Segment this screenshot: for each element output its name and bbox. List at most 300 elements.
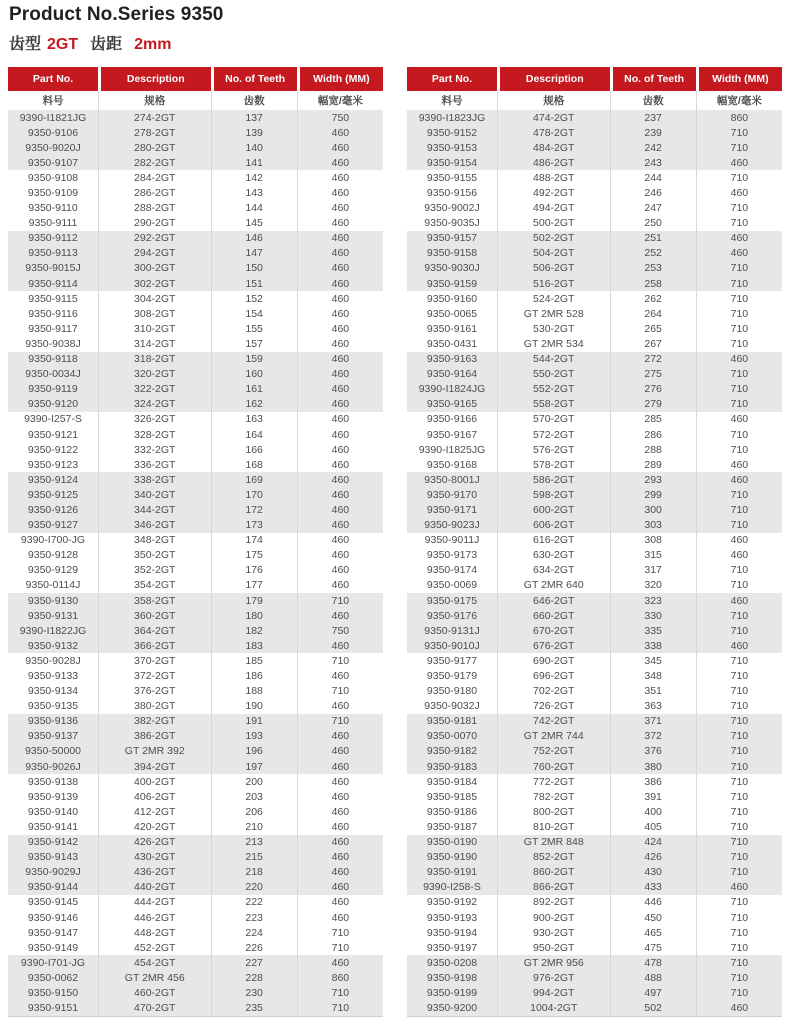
table-row [8, 623, 383, 638]
teeth-count-cell: 267 [610, 336, 696, 351]
part-no-cell: 9390-I1824JG [407, 382, 497, 397]
description-cell: 338-2GT [98, 472, 211, 487]
description-cell: 274-2GT [98, 110, 211, 125]
table-row [8, 955, 383, 970]
description-cell: 336-2GT [98, 457, 211, 472]
description-cell: 852-2GT [497, 850, 610, 865]
width-cell: 460 [297, 321, 383, 336]
description-cell: 772-2GT [497, 774, 610, 789]
table-row [8, 668, 383, 683]
width-cell: 460 [297, 744, 383, 759]
part-no-cell: 9350-9187 [426, 820, 478, 833]
teeth-count-cell: 162 [211, 397, 297, 412]
description-cell: GT 2MR 392 [98, 744, 211, 759]
part-no-cell: 9390-I1823JG [407, 110, 497, 125]
teeth-count-cell: 488 [610, 970, 696, 985]
teeth-count-cell: 475 [610, 940, 696, 955]
width-cell: 710 [696, 502, 782, 517]
description-cell: 372-2GT [98, 668, 211, 683]
width-cell: 710 [696, 487, 782, 502]
teeth-count-cell: 223 [211, 910, 297, 925]
description-cell: 360-2GT [98, 608, 211, 623]
description-cell: 478-2GT [497, 125, 610, 140]
width-cell: 710 [696, 336, 782, 351]
description-cell: 552-2GT [497, 382, 610, 397]
table-row [407, 533, 782, 548]
table-row [407, 336, 782, 351]
part-no-cell: 9350-9130 [8, 593, 98, 608]
width-cell: 710 [696, 367, 782, 382]
width-cell: 460 [297, 850, 383, 865]
width-cell: 460 [297, 835, 383, 850]
description-cell: 292-2GT [98, 231, 211, 246]
table-row [407, 216, 782, 231]
column-subheader-part-no: 料号 [407, 91, 497, 110]
width-cell: 750 [297, 110, 383, 125]
part-no-cell: 9350-9192 [426, 896, 478, 909]
part-no-cell: 9350-9136 [8, 714, 98, 729]
teeth-count-cell: 303 [610, 518, 696, 533]
table-row [407, 367, 782, 382]
part-no-cell: 9350-9173 [426, 549, 478, 562]
part-no-cell: 9350-9131J [407, 623, 497, 638]
teeth-count-cell: 450 [610, 910, 696, 925]
table-row [8, 789, 383, 804]
part-no-cell: 9350-9175 [407, 593, 497, 608]
description-cell: 950-2GT [497, 940, 610, 955]
teeth-count-cell: 142 [211, 170, 297, 185]
width-cell: 460 [297, 397, 383, 412]
table-row [8, 502, 383, 517]
teeth-count-cell: 250 [610, 216, 696, 231]
table-row [407, 819, 782, 834]
width-cell: 710 [297, 1001, 383, 1017]
width-cell: 460 [297, 427, 383, 442]
table-row [407, 321, 782, 336]
table-row [8, 774, 383, 789]
table-row [8, 155, 383, 170]
description-cell: 530-2GT [497, 321, 610, 336]
teeth-count-cell: 252 [610, 246, 696, 261]
description-cell: 524-2GT [497, 291, 610, 306]
part-no-cell: 9350-9198 [407, 970, 497, 985]
width-cell: 460 [297, 125, 383, 140]
teeth-count-cell: 405 [610, 819, 696, 834]
teeth-count-cell: 177 [211, 578, 297, 593]
width-cell: 460 [297, 729, 383, 744]
description-cell: GT 2MR 456 [98, 970, 211, 985]
teeth-count-cell: 150 [211, 261, 297, 276]
table-row [8, 321, 383, 336]
table-row [407, 412, 782, 427]
width-cell: 710 [297, 593, 383, 608]
description-cell: 752-2GT [497, 744, 610, 759]
parts-table-left-wrap [8, 67, 383, 1017]
teeth-count-cell: 176 [211, 563, 297, 578]
width-cell: 460 [297, 578, 383, 593]
part-no-cell: 9350-9179 [426, 670, 478, 683]
teeth-count-cell: 190 [211, 699, 297, 714]
part-no-cell: 9350-9026J [8, 759, 98, 774]
table-row [8, 336, 383, 351]
table-row [8, 261, 383, 276]
width-cell: 460 [297, 412, 383, 427]
table-row [8, 910, 383, 925]
description-cell: 310-2GT [98, 321, 211, 336]
part-no-cell: 9350-9114 [8, 276, 98, 291]
teeth-count-cell: 242 [610, 140, 696, 155]
table-row [8, 880, 383, 895]
table-row [8, 865, 383, 880]
description-cell: 358-2GT [98, 593, 211, 608]
teeth-count-cell: 179 [211, 593, 297, 608]
description-cell: 598-2GT [497, 487, 610, 502]
width-cell: 710 [696, 699, 782, 714]
description-cell: GT 2MR 534 [497, 336, 610, 351]
part-no-cell: 9350-9158 [407, 246, 497, 261]
teeth-count-cell: 163 [211, 412, 297, 427]
table-row [407, 125, 782, 140]
width-cell: 710 [696, 789, 782, 804]
part-no-cell: 9350-50000 [8, 744, 98, 759]
part-no-cell: 9350-0114J [25, 579, 81, 592]
width-cell: 710 [696, 865, 782, 880]
part-no-cell: 9350-9128 [27, 549, 79, 562]
table-row [8, 276, 383, 291]
part-no-cell: 9390-I1825JG [418, 443, 486, 456]
part-no-cell: 9390-I257-S [24, 413, 82, 426]
description-cell: 436-2GT [98, 865, 211, 880]
width-cell: 460 [696, 185, 782, 200]
table-row [407, 940, 782, 955]
description-cell: 576-2GT [497, 442, 610, 457]
part-no-cell: 9350-9194 [426, 926, 478, 939]
table-row [407, 729, 782, 744]
teeth-count-cell: 151 [211, 276, 297, 291]
part-no-cell: 9350-9166 [426, 413, 478, 426]
description-cell: 670-2GT [497, 623, 610, 638]
column-header-part-no: Part No. [407, 67, 497, 91]
width-cell: 710 [696, 125, 782, 140]
table-row [8, 850, 383, 865]
teeth-count-cell: 253 [610, 261, 696, 276]
teeth-count-cell: 210 [211, 819, 297, 834]
width-cell: 710 [297, 714, 383, 729]
table-row [407, 276, 782, 291]
width-cell: 710 [696, 774, 782, 789]
teeth-count-cell: 175 [211, 548, 297, 563]
part-no-cell: 9390-I1822JG [8, 623, 98, 638]
part-no-cell: 9350-9020J [8, 140, 98, 155]
header-row-cn [407, 91, 782, 110]
teeth-count-cell: 139 [211, 125, 297, 140]
teeth-count-cell: 228 [211, 970, 297, 985]
teeth-count-cell: 293 [610, 472, 696, 487]
width-cell: 460 [297, 563, 383, 578]
part-no-cell: 9350-9108 [27, 171, 79, 184]
part-no-cell: 9350-9123 [27, 458, 79, 471]
width-cell: 460 [297, 638, 383, 653]
part-no-cell: 9350-9133 [27, 670, 79, 683]
table-row [8, 699, 383, 714]
table-row [407, 638, 782, 653]
description-cell: 484-2GT [497, 140, 610, 155]
header-row-en [8, 67, 383, 91]
table-row [407, 895, 782, 910]
table-row [407, 291, 782, 306]
table-row [8, 472, 383, 487]
table-row [407, 955, 782, 970]
width-cell: 710 [297, 653, 383, 668]
teeth-count-cell: 502 [610, 1001, 696, 1017]
part-no-cell: 9350-9124 [8, 472, 98, 487]
description-cell: 892-2GT [497, 895, 610, 910]
description-cell: 290-2GT [98, 216, 211, 231]
width-cell: 710 [696, 955, 782, 970]
table-row [8, 185, 383, 200]
part-no-cell: 9350-0069 [426, 579, 478, 592]
table-row [407, 970, 782, 985]
column-header-description: Description [98, 67, 211, 91]
page-title: Product No.Series 9350 [9, 4, 224, 25]
teeth-count-cell: 224 [211, 925, 297, 940]
teeth-count-cell: 220 [211, 880, 297, 895]
part-no-cell: 9350-9115 [28, 292, 78, 305]
width-cell: 460 [297, 306, 383, 321]
teeth-count-cell: 152 [211, 291, 297, 306]
table-row [407, 653, 782, 668]
teeth-count-cell: 193 [211, 729, 297, 744]
description-cell: 448-2GT [98, 925, 211, 940]
table-row [407, 382, 782, 397]
teeth-count-cell: 430 [610, 865, 696, 880]
table-row [8, 759, 383, 774]
part-no-cell: 9350-9180 [426, 685, 478, 698]
part-no-cell: 9350-9153 [407, 140, 497, 155]
part-no-cell: 9350-9038J [25, 337, 81, 350]
description-cell: 380-2GT [98, 699, 211, 714]
part-no-cell: 9350-9032J [424, 700, 480, 713]
teeth-count-cell: 180 [211, 608, 297, 623]
teeth-count-cell: 196 [211, 744, 297, 759]
part-no-cell: 9350-9200 [407, 1001, 497, 1017]
teeth-count-cell: 161 [211, 382, 297, 397]
description-cell: GT 2MR 640 [497, 578, 610, 593]
teeth-count-cell: 300 [610, 502, 696, 517]
teeth-count-cell: 164 [211, 427, 297, 442]
description-cell: 346-2GT [98, 518, 211, 533]
description-cell: 288-2GT [98, 201, 211, 216]
teeth-count-cell: 143 [211, 185, 297, 200]
description-cell: 866-2GT [497, 880, 610, 895]
part-no-cell: 9350-0065 [426, 307, 478, 320]
part-no-cell: 9350-9199 [407, 985, 497, 1000]
table-row [407, 110, 782, 125]
table-row [407, 548, 782, 563]
width-cell: 710 [696, 835, 782, 850]
teeth-count-cell: 424 [610, 835, 696, 850]
width-cell: 750 [297, 623, 383, 638]
part-no-cell: 9350-9191 [407, 865, 497, 880]
width-cell: 710 [696, 804, 782, 819]
description-cell: 412-2GT [98, 804, 211, 819]
teeth-count-cell: 258 [610, 276, 696, 291]
part-no-cell: 9350-9183 [407, 759, 497, 774]
pitch-value: 2mm [134, 36, 172, 53]
width-cell: 460 [696, 412, 782, 427]
table-row [8, 970, 383, 985]
description-cell: 304-2GT [98, 291, 211, 306]
width-cell: 460 [297, 910, 383, 925]
table-row [8, 170, 383, 185]
table-row [8, 352, 383, 367]
part-no-cell: 9350-9142 [8, 835, 98, 850]
description-cell: 586-2GT [497, 472, 610, 487]
part-no-cell: 9350-9165 [407, 397, 497, 412]
part-no-cell: 9350-9176 [407, 608, 497, 623]
part-no-cell: 9350-9135 [27, 700, 79, 713]
table-row [8, 125, 383, 140]
table-row [407, 699, 782, 714]
width-cell: 710 [696, 261, 782, 276]
column-header-width: Width (MM) [696, 67, 782, 91]
teeth-count-cell: 174 [211, 533, 297, 548]
teeth-count-cell: 218 [211, 865, 297, 880]
table-row [407, 578, 782, 593]
part-no-cell: 9350-9015J [8, 261, 98, 276]
part-no-cell: 9350-0190 [407, 835, 497, 850]
part-no-cell: 9350-9122 [27, 443, 79, 456]
part-no-cell: 9350-0208 [407, 955, 497, 970]
part-no-cell: 9350-9117 [28, 322, 78, 335]
width-cell: 460 [696, 593, 782, 608]
width-cell: 710 [696, 895, 782, 910]
part-no-cell: 9350-9028J [25, 654, 81, 667]
width-cell: 460 [297, 895, 383, 910]
width-cell: 710 [696, 608, 782, 623]
description-cell: 742-2GT [497, 714, 610, 729]
part-no-cell: 9350-9184 [426, 775, 478, 788]
part-no-cell: 9350-9185 [426, 790, 478, 803]
part-no-cell: 9350-9164 [407, 367, 497, 382]
part-no-cell: 9350-9167 [426, 428, 478, 441]
part-no-cell: 9350-9197 [426, 941, 478, 954]
part-no-cell: 9350-9168 [426, 458, 478, 471]
part-no-cell: 9350-9152 [407, 125, 497, 140]
part-no-cell: 9350-9155 [426, 171, 478, 184]
table-row [8, 985, 383, 1000]
teeth-count-cell: 172 [211, 502, 297, 517]
width-cell: 860 [696, 110, 782, 125]
teeth-count-cell: 215 [211, 850, 297, 865]
description-cell: 760-2GT [497, 759, 610, 774]
description-cell: 386-2GT [98, 729, 211, 744]
description-cell: 308-2GT [98, 306, 211, 321]
width-cell: 710 [696, 623, 782, 638]
width-cell: 460 [297, 216, 383, 231]
width-cell: 710 [696, 744, 782, 759]
part-no-cell: 9350-9193 [426, 911, 478, 924]
table-row [407, 518, 782, 533]
part-no-cell: 9350-9159 [407, 276, 497, 291]
table-row [407, 231, 782, 246]
table-row [8, 684, 383, 699]
pitch-label: 齿距 [90, 36, 123, 53]
width-cell: 460 [297, 140, 383, 155]
description-cell: 726-2GT [497, 699, 610, 714]
description-cell: 506-2GT [497, 261, 610, 276]
width-cell: 460 [297, 608, 383, 623]
description-cell: 660-2GT [497, 608, 610, 623]
tooth-type-label: 齿型 [9, 36, 42, 53]
teeth-count-cell: 426 [610, 850, 696, 865]
teeth-count-cell: 166 [211, 442, 297, 457]
table-row [407, 487, 782, 502]
column-header-part-no: Part No. [8, 67, 98, 91]
teeth-count-cell: 371 [610, 714, 696, 729]
column-subheader-part-no: 料号 [8, 91, 98, 110]
part-no-cell: 9350-9149 [27, 941, 79, 954]
teeth-count-cell: 465 [610, 925, 696, 940]
teeth-count-cell: 251 [610, 231, 696, 246]
column-header-width: Width (MM) [297, 67, 383, 91]
description-cell: 646-2GT [497, 593, 610, 608]
width-cell: 710 [696, 306, 782, 321]
column-subheader-width: 幅宽/毫米 [297, 91, 383, 110]
column-header-teeth: No. of Teeth [610, 67, 696, 91]
part-no-cell: 9350-9171 [407, 502, 497, 517]
width-cell: 460 [696, 548, 782, 563]
description-cell: 572-2GT [497, 427, 610, 442]
width-cell: 710 [696, 578, 782, 593]
part-no-cell: 9350-9106 [8, 125, 98, 140]
description-cell: 702-2GT [497, 684, 610, 699]
table-row [407, 185, 782, 200]
teeth-count-cell: 372 [610, 729, 696, 744]
description-cell: 500-2GT [497, 216, 610, 231]
table-row [407, 1001, 782, 1017]
description-cell: 502-2GT [497, 231, 610, 246]
teeth-count-cell: 169 [211, 472, 297, 487]
part-no-cell: 9350-9011J [424, 534, 480, 547]
table-row [8, 201, 383, 216]
width-cell: 460 [297, 276, 383, 291]
description-cell: 366-2GT [98, 638, 211, 653]
part-no-cell: 9350-9112 [8, 231, 98, 246]
part-no-cell: 9350-9145 [27, 896, 79, 909]
width-cell: 460 [696, 1001, 782, 1017]
width-cell: 460 [297, 880, 383, 895]
part-no-cell: 9350-9150 [8, 985, 98, 1000]
description-cell: 550-2GT [497, 367, 610, 382]
description-cell: 426-2GT [98, 835, 211, 850]
description-cell: 488-2GT [497, 170, 610, 185]
teeth-count-cell: 247 [610, 201, 696, 216]
width-cell: 460 [297, 819, 383, 834]
part-no-cell: 9390-I700-JG [20, 534, 86, 547]
width-cell: 460 [297, 699, 383, 714]
width-cell: 460 [297, 336, 383, 351]
width-cell: 710 [696, 985, 782, 1000]
table-row [407, 714, 782, 729]
teeth-count-cell: 230 [211, 985, 297, 1000]
part-no-cell: 9350-9010J [407, 638, 497, 653]
part-no-cell: 9350-9170 [407, 487, 497, 502]
table-row [8, 804, 383, 819]
description-cell: 994-2GT [497, 985, 610, 1000]
teeth-count-cell: 323 [610, 593, 696, 608]
part-no-cell: 9350-9134 [27, 685, 79, 698]
